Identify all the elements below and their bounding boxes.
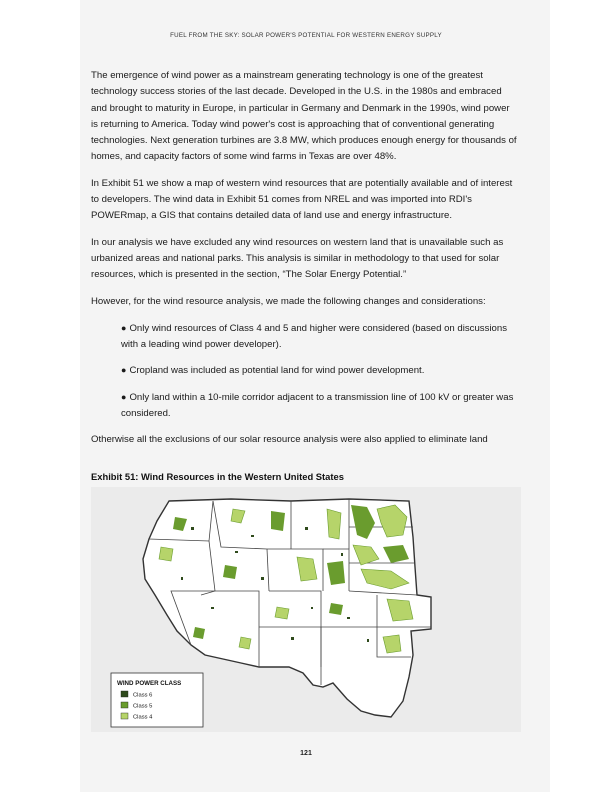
legend-label-class-4: Class 4 xyxy=(133,714,153,721)
bullet-text: Only land within a 10-mile corridor adjacent to a transmission line of 100 kV or greater was considered. xyxy=(121,391,514,420)
paragraph: Otherwise all the exclusions of our solar resource analysis were also applied to eliminate land xyxy=(91,434,488,446)
map-legend xyxy=(111,673,203,727)
legend-swatch-class-5 xyxy=(121,702,128,708)
wind-resource-map xyxy=(91,487,521,732)
running-head: FUEL FROM THE SKY: SOLAR POWER'S POTENTIAL FOR WESTERN ENERGY SUPPLY xyxy=(170,32,442,39)
body-text xyxy=(91,68,518,459)
paragraph: In Exhibit 51 we show a map of western wind resources that are potentially available and of interest to developers. The wind data in Exhibit 51 comes from NREL and was imported into RDI's POWERmap, a GIS that contains detailed data of land use and energy infrastructure. xyxy=(91,177,513,222)
legend-title: WIND POWER CLASS xyxy=(117,680,182,687)
paragraph: The emergence of wind power as a mainstream generating technology is one of the greatest technology success stories of the last decade. Developed in the U.S. in the 1980s and embraced and brought to maturity in Europe, in particular in Germany and Denmark in the 1990s, wind power is returning to America. Today wind power's cost is approaching that of conventional generating technologies. Next generation turbines are 3.8 MW, which produces enough energy for thousands of homes, and capacity factors of some wind farms in Texas are over 48%. xyxy=(91,70,517,163)
paragraph: However, for the wind resource analysis, we made the following changes and considerations: xyxy=(91,295,486,307)
bullet-list xyxy=(91,320,518,422)
paragraph: In our analysis we have excluded any wind resources on western land that is unavailable such as urbanized areas and national parks. This analysis is similar in methodology to that used for solar resources, which is presented in the section, “The Solar Energy Potential.” xyxy=(91,236,504,281)
bullet-text: Cropland was included as potential land for wind power development. xyxy=(129,365,425,377)
bullet-item xyxy=(121,362,518,379)
legend-swatch-class-6 xyxy=(121,691,128,697)
map-figure xyxy=(91,487,521,732)
exhibit-title: Exhibit 51: Wind Resources in the Western United States xyxy=(91,471,344,482)
bullet-icon: ● xyxy=(121,322,127,333)
bullet-icon: ● xyxy=(121,365,127,376)
bullet-item xyxy=(121,389,518,423)
bullet-text: Only wind resources of Class 4 and 5 and higher were considered (based on discussions with a leading wind power developer). xyxy=(121,322,507,351)
legend-swatch-class-4 xyxy=(121,713,128,719)
legend-label-class-5: Class 5 xyxy=(133,703,153,710)
page-number: 121 xyxy=(300,750,312,757)
bullet-icon: ● xyxy=(121,391,127,402)
legend-label-class-6: Class 6 xyxy=(133,692,153,699)
bullet-item xyxy=(121,320,518,354)
